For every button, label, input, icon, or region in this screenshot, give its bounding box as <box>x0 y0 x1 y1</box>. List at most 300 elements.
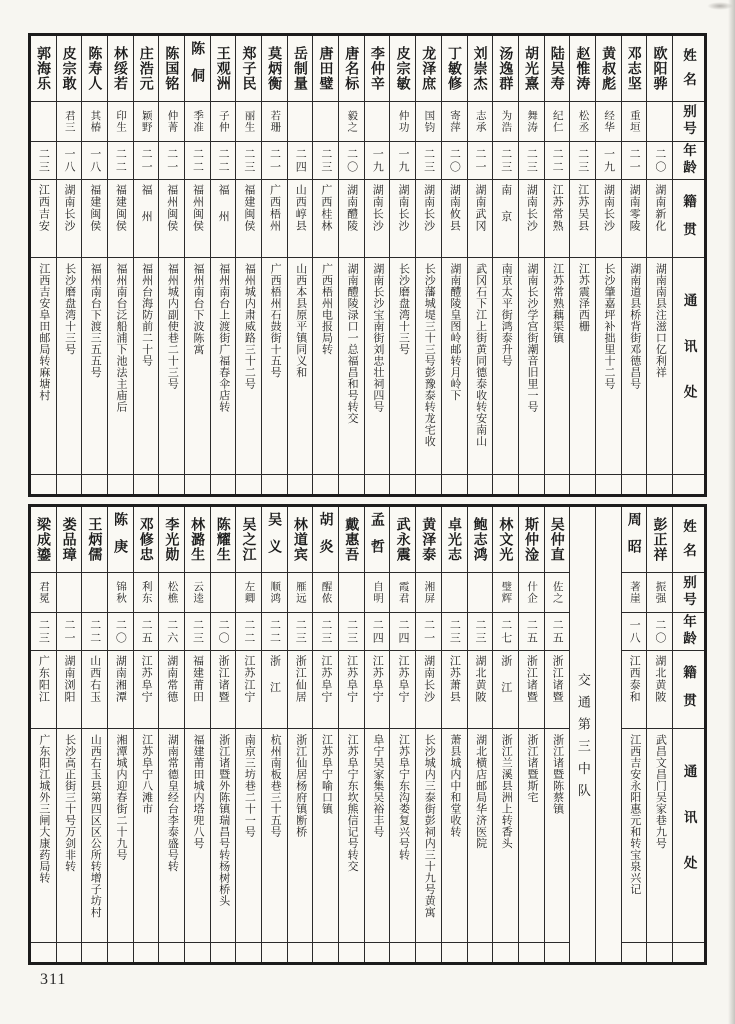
age-text: 二四 <box>371 618 384 645</box>
native-text: 南京 <box>499 184 512 237</box>
byname-cell <box>31 573 56 613</box>
byname-cell <box>82 102 107 142</box>
age-cell <box>622 613 647 651</box>
address-text: 武昌文昌门吴家巷九号 <box>654 734 667 849</box>
blank-cell <box>211 943 236 962</box>
name-text: 吴义 <box>267 512 284 567</box>
address-cell <box>159 258 184 475</box>
native-cell <box>493 180 518 258</box>
name-cell <box>31 36 56 102</box>
address-text: 江西吉安永阳惠元和转宝泉兴记 <box>628 734 641 895</box>
person-column <box>81 36 107 494</box>
name-cell <box>493 507 518 573</box>
blank-cell <box>647 475 672 494</box>
scan-corner-smudge <box>707 2 733 10</box>
address-cell <box>622 729 647 943</box>
age-cell <box>545 142 570 180</box>
blank-cell <box>339 943 364 962</box>
name-text: 胡光熹 <box>524 46 541 91</box>
person-column <box>389 36 415 494</box>
native-text: 浙江诸暨 <box>525 655 538 703</box>
person-column <box>492 507 518 962</box>
blank-cell <box>339 475 364 494</box>
byname-text: 云逵 <box>192 581 205 604</box>
age-text: 一八 <box>63 147 75 174</box>
age-text: 二二 <box>551 147 564 174</box>
age-cell <box>185 613 210 651</box>
name-text: 胡炎 <box>318 512 335 567</box>
person-column <box>569 36 595 494</box>
address-text: 江苏阜宁东沟娄复兴号转 <box>397 734 410 861</box>
header-byname-label: 别号 <box>681 104 697 139</box>
byname-text: 寄萍 <box>449 110 462 133</box>
person-column <box>364 507 390 962</box>
person-column <box>338 36 364 494</box>
blank-cell <box>365 943 390 962</box>
name-text: 王观洲 <box>215 46 232 91</box>
age-cell <box>262 613 287 651</box>
name-text: 黄叔彪 <box>601 46 618 91</box>
address-cell <box>288 729 313 943</box>
person-column <box>518 507 544 962</box>
name-cell <box>519 36 544 102</box>
native-cell <box>31 651 56 729</box>
native-text: 福建闽侯 <box>242 184 255 232</box>
native-text: 山西右玉 <box>88 655 101 703</box>
blank-cell <box>108 943 133 962</box>
name-text: 陆吴寿 <box>549 46 566 91</box>
byname-cell <box>313 102 338 142</box>
name-text: 唐田璧 <box>318 46 335 91</box>
age-text: 二一 <box>474 147 486 174</box>
byname-cell <box>365 573 390 613</box>
header-age-cell <box>673 613 704 651</box>
address-text: 杭州南板巷三十五号 <box>269 734 282 838</box>
native-cell <box>211 651 236 729</box>
address-cell <box>647 729 672 943</box>
address-cell <box>339 729 364 943</box>
age-cell <box>596 142 621 180</box>
byname-cell <box>31 102 56 142</box>
address-cell <box>519 258 544 475</box>
age-cell <box>159 142 184 180</box>
age-text: 二二 <box>217 147 230 174</box>
person-column <box>56 36 82 494</box>
byname-text: 毅之 <box>346 110 359 133</box>
native-cell <box>390 180 415 258</box>
age-text: 一九 <box>602 147 615 174</box>
name-text: 郭海乐 <box>35 46 52 91</box>
address-cell <box>647 258 672 475</box>
blank-cell <box>82 943 107 962</box>
age-text: 二〇 <box>217 618 230 645</box>
native-cell <box>519 180 544 258</box>
name-cell <box>442 507 467 573</box>
native-cell <box>262 180 287 258</box>
byname-cell <box>622 573 647 613</box>
address-cell <box>211 258 236 475</box>
byname-cell <box>57 573 82 613</box>
name-text: 武永震 <box>395 517 412 562</box>
blank-cell <box>31 943 56 962</box>
native-cell <box>31 180 56 258</box>
address-cell <box>339 258 364 475</box>
person-column <box>235 36 261 494</box>
blank-cell <box>313 475 338 494</box>
blank-cell <box>236 943 261 962</box>
name-text: 丁敏修 <box>446 46 463 91</box>
native-text: 湖北黄陂 <box>474 655 486 703</box>
header-byname-cell <box>673 573 704 613</box>
address-text: 浙江兰溪县洲上转香头 <box>500 734 513 849</box>
address-cell <box>313 258 338 475</box>
byname-cell <box>339 573 364 613</box>
age-text: 二七 <box>499 618 512 645</box>
name-text: 卓光志 <box>446 517 463 562</box>
byname-cell <box>288 573 313 613</box>
address-cell <box>236 258 261 475</box>
address-cell <box>211 729 236 943</box>
native-text: 广西梧州 <box>268 184 281 232</box>
age-cell <box>519 613 544 651</box>
byname-text: 仲菁 <box>166 110 179 133</box>
age-cell <box>545 613 570 651</box>
blank-cell <box>82 475 107 494</box>
address-cell <box>442 258 467 475</box>
name-text: 斯仲淦 <box>524 517 541 562</box>
native-text: 湖南醴陵 <box>345 184 358 232</box>
blank-cell <box>57 943 82 962</box>
native-cell <box>288 180 313 258</box>
byname-text: 季准 <box>192 110 205 133</box>
byname-cell <box>159 573 184 613</box>
age-cell <box>288 613 313 651</box>
native-cell <box>545 651 570 729</box>
age-text: 二〇 <box>448 147 461 174</box>
byname-cell <box>596 102 621 142</box>
age-text: 二一 <box>63 618 75 645</box>
byname-cell <box>108 573 133 613</box>
age-cell <box>288 142 313 180</box>
byname-cell <box>134 102 159 142</box>
name-text: 王炳儒 <box>87 517 104 562</box>
address-text: 江苏阜宁八滩市 <box>140 734 153 815</box>
byname-cell <box>108 102 133 142</box>
byname-cell <box>570 102 595 142</box>
age-text: 二三 <box>422 147 435 174</box>
person-column <box>210 36 236 494</box>
name-cell <box>647 36 672 102</box>
age-text: 二四 <box>396 618 409 645</box>
native-cell <box>519 651 544 729</box>
address-cell <box>493 729 518 943</box>
byname-text: 振强 <box>654 581 667 604</box>
name-cell <box>313 507 338 573</box>
native-cell <box>570 180 595 258</box>
age-cell <box>134 142 159 180</box>
address-cell <box>416 258 441 475</box>
native-text: 山西崞县 <box>294 184 307 232</box>
person-column <box>158 507 184 962</box>
native-cell <box>211 180 236 258</box>
native-text: 湖北黄陂 <box>653 655 666 703</box>
name-cell <box>159 36 184 102</box>
blank-cell <box>622 943 647 962</box>
person-column <box>518 36 544 494</box>
native-text: 浙江 <box>499 655 512 708</box>
address-text: 江苏阜宁东坎熊信记号转交 <box>346 734 359 872</box>
name-text: 皮宗敢 <box>61 46 78 91</box>
byname-text: 纪仁 <box>551 110 564 133</box>
name-cell <box>390 36 415 102</box>
header-column <box>672 507 704 962</box>
address-cell <box>82 258 107 475</box>
native-text: 江苏阜宁 <box>345 655 358 703</box>
byname-text: 若珊 <box>269 110 282 133</box>
age-cell <box>365 142 390 180</box>
byname-cell <box>236 102 261 142</box>
age-text: 二三 <box>474 618 486 645</box>
native-text: 江苏萧县 <box>448 655 461 703</box>
age-cell <box>647 142 672 180</box>
age-text: 二三 <box>319 147 332 174</box>
header-name-cell <box>673 507 704 573</box>
byname-text: 顺鸿 <box>269 581 282 604</box>
blank-cell <box>365 475 390 494</box>
address-cell <box>262 729 287 943</box>
name-cell <box>622 36 647 102</box>
name-cell <box>390 507 415 573</box>
address-cell <box>596 258 621 475</box>
native-text: 江苏阜宁 <box>396 655 409 703</box>
age-cell <box>31 613 56 651</box>
native-cell <box>313 180 338 258</box>
age-cell <box>313 613 338 651</box>
person-column <box>312 507 338 962</box>
name-text: 唐名标 <box>344 46 361 91</box>
name-text: 林文光 <box>498 517 515 562</box>
address-text: 浙江诸暨陈蔡镇 <box>551 734 564 815</box>
person-column <box>158 36 184 494</box>
blank-cell <box>493 943 518 962</box>
native-text: 福州 <box>140 184 153 237</box>
header-address-cell <box>673 258 704 475</box>
address-text: 浙江诸暨外陈镇瑞昌号转杨树桥头 <box>217 734 230 907</box>
name-cell <box>262 36 287 102</box>
name-cell <box>211 36 236 102</box>
native-text: 江苏江宁 <box>242 655 255 703</box>
age-text: 二二 <box>114 147 127 174</box>
name-cell <box>545 36 570 102</box>
name-cell <box>185 507 210 573</box>
address-cell <box>622 258 647 475</box>
person-column <box>544 507 570 962</box>
name-cell <box>416 507 441 573</box>
address-cell <box>313 729 338 943</box>
spacer-column <box>595 507 621 962</box>
byname-cell <box>185 102 210 142</box>
blank-cell <box>108 475 133 494</box>
age-cell <box>390 142 415 180</box>
header-address-label: 通讯处 <box>681 293 697 431</box>
native-cell <box>416 651 441 729</box>
person-column <box>646 36 672 494</box>
header-native-cell <box>673 180 704 258</box>
name-text: 邓修忠 <box>138 517 155 562</box>
native-cell <box>596 180 621 258</box>
byname-cell <box>211 573 236 613</box>
address-text: 山西右玉县第四区区公所转增子坊村 <box>89 734 102 918</box>
age-cell <box>185 142 210 180</box>
age-text: 二三 <box>191 618 204 645</box>
age-cell <box>211 142 236 180</box>
age-text: 二三 <box>294 618 307 645</box>
name-cell <box>288 36 313 102</box>
byname-text: 左卿 <box>243 581 256 604</box>
name-cell <box>108 36 133 102</box>
unit-label-column <box>569 507 595 962</box>
native-text: 江苏吴县 <box>576 184 589 232</box>
native-cell <box>185 180 210 258</box>
person-column <box>467 507 493 962</box>
byname-cell <box>519 573 544 613</box>
blank-cell <box>622 475 647 494</box>
roster-table-bottom <box>28 504 707 965</box>
native-text: 江苏阜宁 <box>140 655 153 703</box>
blank-cell <box>288 943 313 962</box>
header-native-label: 籍贯 <box>681 194 697 251</box>
byname-text: 国钧 <box>423 110 436 133</box>
address-cell <box>31 258 56 475</box>
native-text: 福州闽侯 <box>165 184 178 232</box>
header-name-label: 姓名 <box>681 519 697 568</box>
name-text: 汤逸群 <box>498 46 515 91</box>
address-cell <box>108 258 133 475</box>
native-cell <box>57 180 82 258</box>
byname-text: 湘屏 <box>423 581 436 604</box>
name-cell <box>339 36 364 102</box>
native-cell <box>622 180 647 258</box>
blank-cell <box>545 943 570 962</box>
address-cell <box>134 258 159 475</box>
blank-cell <box>442 475 467 494</box>
name-cell <box>365 507 390 573</box>
byname-text: 锦秋 <box>115 581 128 604</box>
address-text: 南京三坊巷二十一号 <box>243 734 256 838</box>
byname-text: 印生 <box>115 110 128 133</box>
byname-cell <box>647 573 672 613</box>
age-text: 二三 <box>499 147 512 174</box>
byname-text: 为浩 <box>500 110 513 133</box>
byname-text: 利东 <box>140 581 153 604</box>
address-cell <box>236 729 261 943</box>
name-text: 庄浩元 <box>138 46 155 91</box>
person-column <box>133 36 159 494</box>
person-column <box>415 507 441 962</box>
address-text: 江苏常熟藕渠镇 <box>551 263 564 344</box>
address-text: 广西梧州电报局转 <box>320 263 333 355</box>
person-column <box>441 36 467 494</box>
age-text: 二〇 <box>345 147 358 174</box>
byname-text: 醒侬 <box>320 581 333 604</box>
native-cell <box>159 651 184 729</box>
address-cell <box>185 729 210 943</box>
age-cell <box>622 142 647 180</box>
byname-cell <box>390 573 415 613</box>
address-text: 湖北横店邮局华济医院 <box>474 734 487 849</box>
native-text: 广东阳江 <box>37 655 50 703</box>
byname-cell <box>545 102 570 142</box>
age-text: 二六 <box>165 618 178 645</box>
native-cell <box>108 651 133 729</box>
byname-text: 什企 <box>526 581 539 604</box>
name-text: 莫炳衡 <box>267 46 284 91</box>
native-text: 福建闽侯 <box>114 184 127 232</box>
byname-cell <box>622 102 647 142</box>
age-text: 二三 <box>319 618 332 645</box>
byname-cell <box>82 573 107 613</box>
address-text: 江西吉安阜田邮局转麻塘村 <box>37 263 50 401</box>
age-cell <box>57 613 82 651</box>
age-cell <box>493 142 518 180</box>
address-cell <box>31 729 56 943</box>
address-text: 湖南长沙学宫街潮音旧里一号 <box>525 263 538 413</box>
age-text: 二二 <box>191 147 204 174</box>
native-text: 江西吉安 <box>37 184 50 232</box>
address-text: 长沙城内三泰街彭祠内三十九号黄寓 <box>423 734 436 918</box>
byname-text: 颖野 <box>140 110 153 133</box>
person-column <box>81 507 107 962</box>
age-cell <box>647 613 672 651</box>
address-text: 福州南台下渡三五五号 <box>89 263 102 378</box>
blank-cell <box>159 475 184 494</box>
address-text: 萧县城内中和堂收转 <box>448 734 461 838</box>
header-column <box>672 36 704 494</box>
name-cell <box>262 507 287 573</box>
age-cell <box>236 613 261 651</box>
name-text: 娄品璋 <box>61 517 78 562</box>
header-name-cell <box>673 36 704 102</box>
native-cell <box>647 651 672 729</box>
address-text: 长沙肇嘉坪补拙里十二号 <box>603 263 616 390</box>
byname-text: 丽生 <box>243 110 256 133</box>
blank-cell <box>416 475 441 494</box>
header-native-label: 籍贯 <box>681 665 697 722</box>
blank-cell <box>134 943 159 962</box>
age-cell <box>57 142 82 180</box>
byname-text: 佐之 <box>551 581 564 604</box>
name-text: 林潞生 <box>190 517 207 562</box>
blank-cell <box>673 943 704 962</box>
name-text: 郑子民 <box>241 46 258 91</box>
native-text: 浙江 <box>268 655 281 708</box>
name-cell <box>57 507 82 573</box>
native-cell <box>493 651 518 729</box>
age-cell <box>31 142 56 180</box>
name-text: 刘崇杰 <box>472 46 489 91</box>
name-cell <box>236 507 261 573</box>
age-text: 二二 <box>242 618 255 645</box>
blank-cell <box>519 475 544 494</box>
age-text: 一八 <box>88 147 101 174</box>
name-cell <box>108 507 133 573</box>
person-column <box>31 507 56 962</box>
age-cell <box>468 613 493 651</box>
native-cell <box>365 651 390 729</box>
byname-cell <box>365 102 390 142</box>
blank-cell <box>313 943 338 962</box>
byname-cell <box>519 102 544 142</box>
